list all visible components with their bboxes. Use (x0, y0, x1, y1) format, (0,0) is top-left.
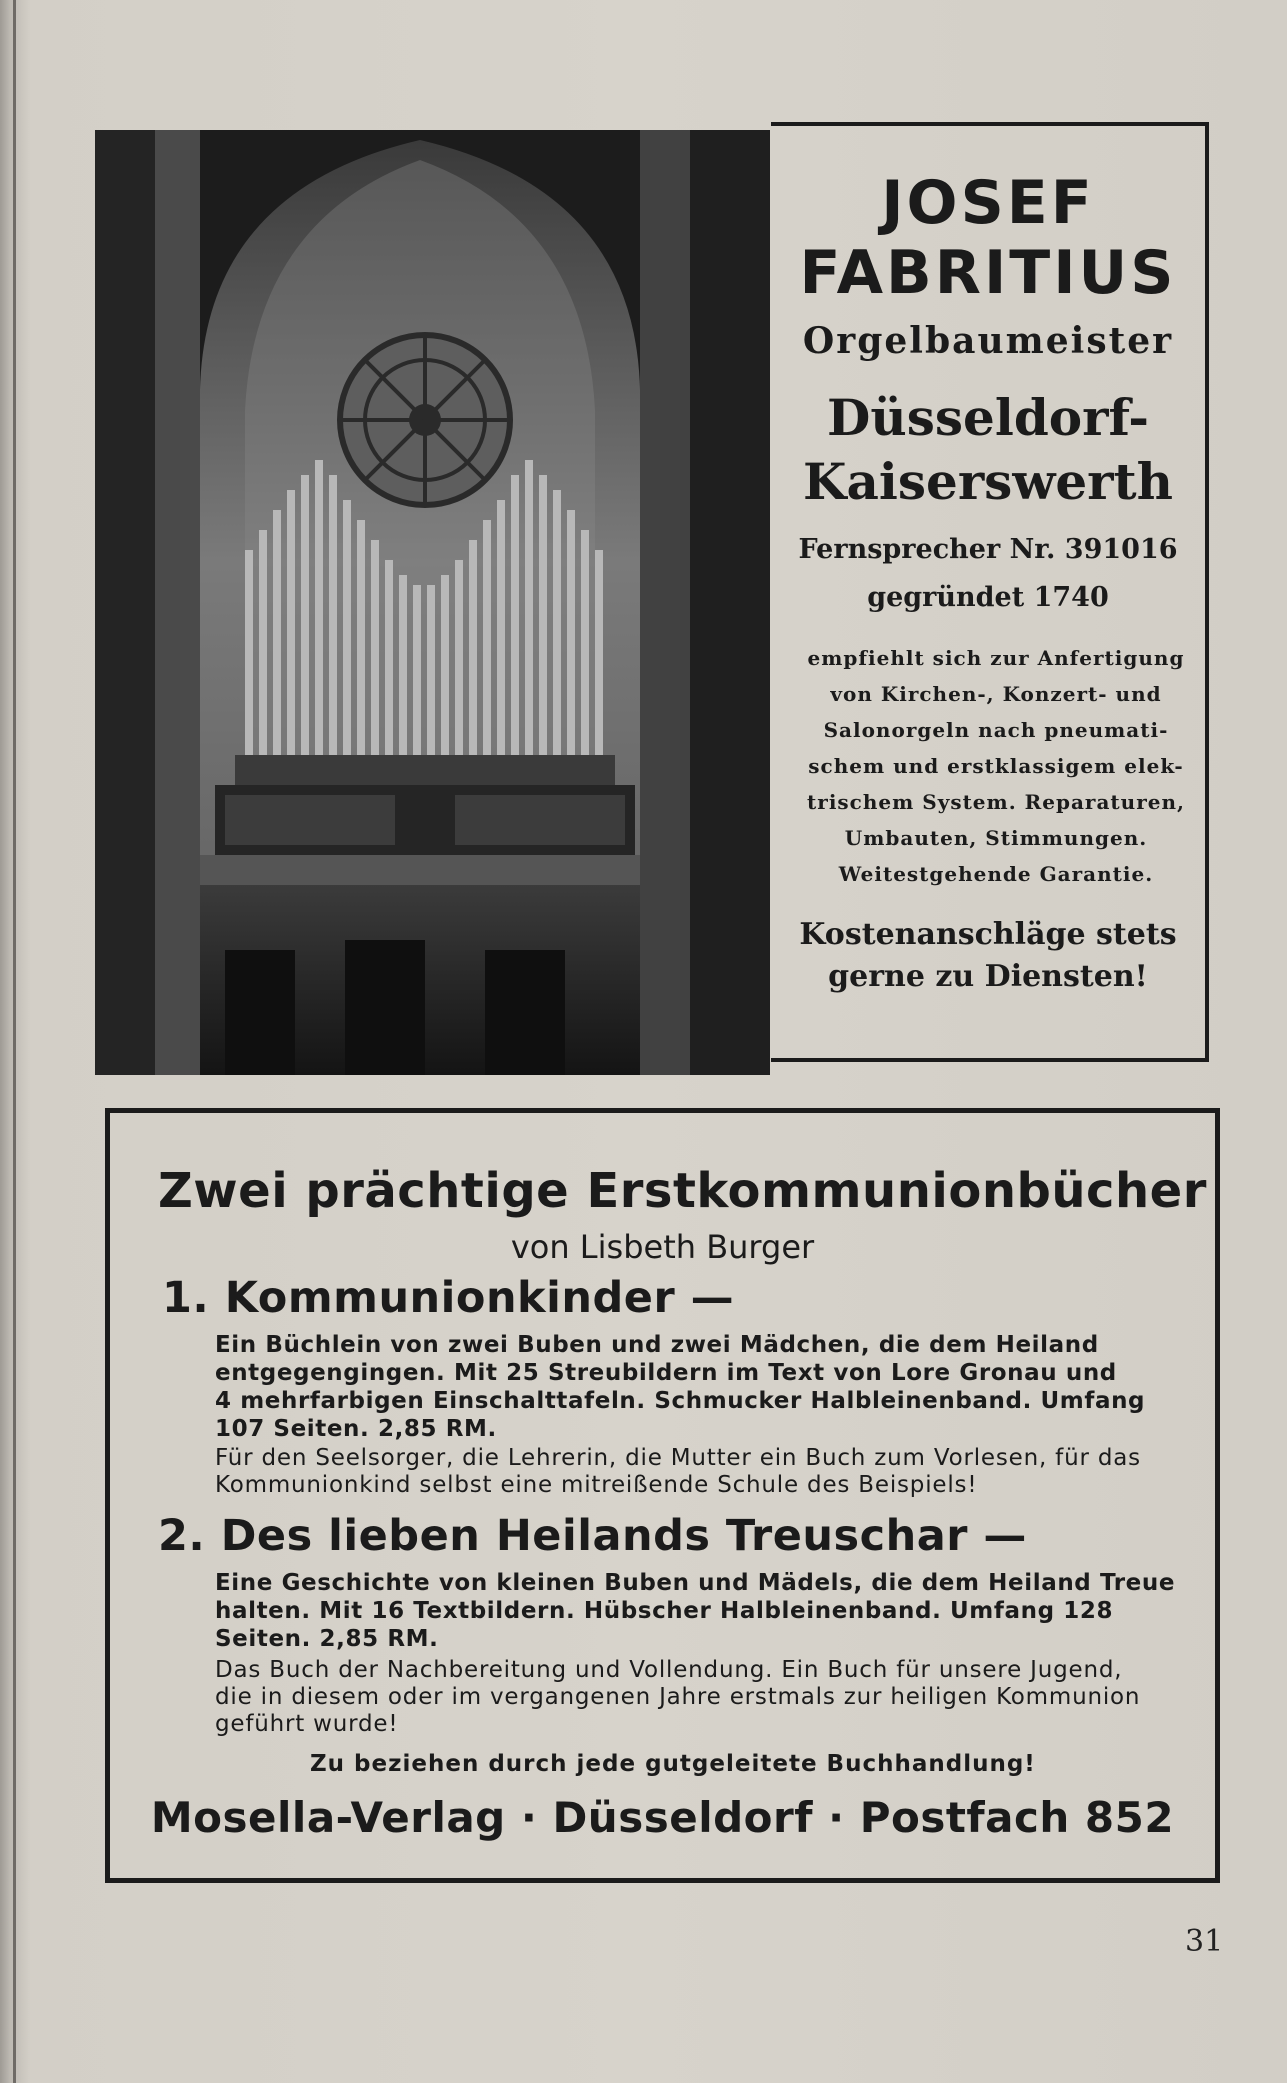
book-1-description (215, 1331, 1145, 1443)
profession: Orgelbaumeister (802, 320, 1174, 362)
closing-line-2: gerne zu Diensten! (828, 959, 1148, 994)
description-line: Ein Büchlein von zwei Buben und zwei Mädchen, die dem Heiland (215, 1332, 1099, 1358)
note-line: Kommunionkind selbst eine mitreißende Schule des Beispiels! (215, 1472, 978, 1498)
book-2-note (215, 1657, 1140, 1738)
publisher-line: Mosella-Verlag · Düsseldorf · Postfach 852 (150, 1793, 1175, 1842)
page-number: 31 (1185, 1924, 1224, 1959)
book-author: von Lisbeth Burger (510, 1228, 815, 1266)
description-line: entgegengingen. Mit 25 Streubildern im Text von Lore Gronau und (215, 1360, 1117, 1386)
organ-photograph (95, 130, 770, 1075)
service-description (799, 640, 1193, 892)
binding-edge (13, 0, 16, 2083)
book-1-title: 1. Kommunionkinder — (162, 1273, 735, 1323)
book-advert (105, 1108, 1220, 1883)
book-1-note (215, 1445, 1141, 1499)
availability-note: Zu beziehen durch jede gutgeleitete Buchhandlung! (310, 1751, 1036, 1777)
city-line-1: Düsseldorf- (827, 388, 1149, 447)
company-name-last: FABRITIUS (799, 238, 1177, 308)
description-line: Seiten. 2,85 RM. (215, 1626, 439, 1652)
description-line: empfiehlt sich zur Anfertigung (807, 646, 1185, 670)
book-2-description (215, 1569, 1175, 1653)
book-2-title: 2. Des lieben Heilands Treuschar — (158, 1511, 1027, 1561)
note-line: die in diesem oder im vergangenen Jahre erstmals zur heiligen Kommunion (215, 1684, 1141, 1710)
note-line: Für den Seelsorger, die Lehrerin, die Mutter ein Buch zum Vorlesen, für das (215, 1445, 1141, 1471)
phone-number: Fernsprecher Nr. 391016 (798, 534, 1178, 565)
description-line: 107 Seiten. 2,85 RM. (215, 1416, 497, 1442)
organ-builder-advert (771, 122, 1209, 1062)
book-advert-headline: Zwei prächtige Erstkommunionbücher (158, 1163, 1207, 1219)
description-line: Eine Geschichte von kleinen Buben und Mädels, die dem Heiland Treue (215, 1570, 1176, 1596)
description-line: von Kirchen-, Konzert- und (830, 682, 1162, 706)
description-line: schem und erstklassigem elek- (808, 754, 1184, 778)
company-name-first: JOSEF (881, 168, 1095, 238)
description-line: Weitestgehende Garantie. (838, 862, 1154, 886)
closing-line-1: Kostenanschläge stets (799, 917, 1177, 952)
organ-illustration (95, 130, 770, 1075)
description-line: 4 mehrfarbigen Einschalttafeln. Schmucker Halbleinenband. Umfang (215, 1388, 1146, 1414)
founded-year: gegründet 1740 (867, 582, 1109, 613)
description-line: trischem System. Reparaturen, (807, 790, 1185, 814)
city-line-2: Kaiserswerth (803, 452, 1173, 511)
note-line: geführt wurde! (215, 1711, 399, 1737)
description-line: Salonorgeln nach pneumati- (823, 718, 1169, 742)
description-line: halten. Mit 16 Textbildern. Hübscher Halbleinenband. Umfang 128 (215, 1598, 1114, 1624)
description-line: Umbauten, Stimmungen. (844, 826, 1148, 850)
note-line: Das Buch der Nachbereitung und Vollendung. Ein Buch für unsere Jugend, (215, 1657, 1123, 1683)
